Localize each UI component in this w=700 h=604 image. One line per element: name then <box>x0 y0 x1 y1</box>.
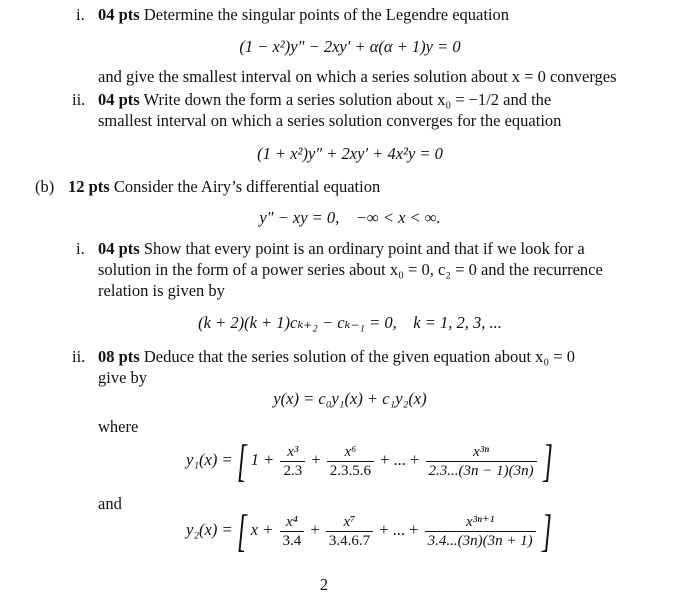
item-i1-pts: 04 pts <box>98 5 140 24</box>
item-ii2-line2: give by <box>98 368 148 387</box>
general-solution-equation: y(x) = c₀y₁(x) + c₁y₂(x) <box>273 389 427 408</box>
y1-one: 1 + <box>250 449 275 469</box>
item-ii1-pts: 04 pts <box>98 90 140 109</box>
item-i1-after: and give the smallest interval on which a series solution about x = 0 converges <box>98 67 617 86</box>
y1-fraction-3: $\frac{\text{x³ⁿ}}{2.3...(3n - 1)(3n)}$ <box>426 443 537 480</box>
airy-equation: y″ − xy = 0, −∞ < x < ∞. <box>259 208 441 227</box>
item-ii1-line1: Write down the form a series solution about x₀ = −1/2 and the <box>143 90 552 109</box>
y1-open-bracket: [ <box>236 435 247 486</box>
item-i2-text <box>98 238 585 259</box>
y1-close-bracket: ] <box>542 435 553 486</box>
y2-fraction-3: $\frac{\text{x³ⁿ⁺¹}}{3.4...(3n)(3n + 1)}$ <box>425 513 536 550</box>
item-i2-pts: 04 pts <box>98 239 140 258</box>
item-i1-question: Determine the singular points of the Legendre equation <box>143 5 510 24</box>
y2-dots: + ... + <box>379 519 419 539</box>
y1-lhs: y₁(x) = <box>186 449 233 469</box>
part-b-text <box>68 176 380 197</box>
item-ii2-pts: 08 pts <box>98 347 140 366</box>
recurrence-equation: (k + 2)(k + 1)cₖ₊₂ − cₖ₋₁ = 0, k = 1, 2, 3, ... <box>198 313 502 332</box>
item-ii1-text <box>98 89 551 110</box>
y2-series: y₂(x) = [ x + $\frac{\text{x⁴}}{3.4}$ + $\frac{\text{x⁷}}{3.4.6.7}$ + ... + $\frac{\text{x³ⁿ⁺¹}}{3.4...(3n)(3n + 1)}$ ] <box>186 505 552 556</box>
item-i2-label: i. <box>76 239 85 258</box>
legendre-equation: (1 − x²)y″ − 2xy′ + α(α + 1)y = 0 <box>239 37 461 56</box>
item-i2-line2: solution in the form of a power series about x₀ = 0, c₂ = 0 and the recurrence <box>98 260 603 279</box>
item-i1-label: i. <box>76 5 85 24</box>
where-label: where <box>98 417 139 436</box>
part-b-question: Consider the Airy’s differential equation <box>113 177 381 196</box>
equation-ii1: (1 + x²)y″ + 2xy′ + 4x²y = 0 <box>257 144 443 163</box>
y1-fraction-2: $\frac{\text{x⁶}}{2.3.5.6}$ <box>327 443 374 480</box>
part-b-label: (b) <box>35 177 55 196</box>
item-ii1-line2: smallest interval on which a series solution converges for the equation <box>98 111 562 130</box>
y2-close-bracket: ] <box>541 505 552 556</box>
item-i2-line3: relation is given by <box>98 281 225 300</box>
page-number: 2 <box>319 575 329 594</box>
part-b-pts: 12 pts <box>68 177 110 196</box>
item-i2-line1: Show that every point is an ordinary point and that if we look for a <box>143 239 585 258</box>
item-ii2-label: ii. <box>72 347 86 366</box>
y2-one: x + <box>250 519 274 539</box>
y1-series: y₁(x) = [ 1 + $\frac{\text{x³}}{2.3}$ + $\frac{\text{x⁶}}{2.3.5.6}$ + ... + $\frac{\text{x³ⁿ}}{2.3...(3n - 1)(3n)}$ ] <box>186 435 553 486</box>
item-i1-text <box>98 4 509 25</box>
item-ii1-label: ii. <box>72 90 86 109</box>
item-ii2-line1: Deduce that the series solution of the given equation about x₀ = 0 <box>143 347 575 366</box>
y2-fraction-2: $\frac{\text{x⁷}}{3.4.6.7}$ <box>326 513 373 550</box>
y1-fraction-1: $\frac{\text{x³}}{2.3}$ <box>280 443 305 480</box>
y1-dots: + ... + <box>380 449 420 469</box>
y2-lhs: y₂(x) = <box>186 519 233 539</box>
y2-fraction-1: $\frac{\text{x⁴}}{3.4}$ <box>280 513 305 550</box>
y2-open-bracket: [ <box>236 505 247 556</box>
item-ii2-text <box>98 346 575 367</box>
and-label: and <box>98 494 122 513</box>
